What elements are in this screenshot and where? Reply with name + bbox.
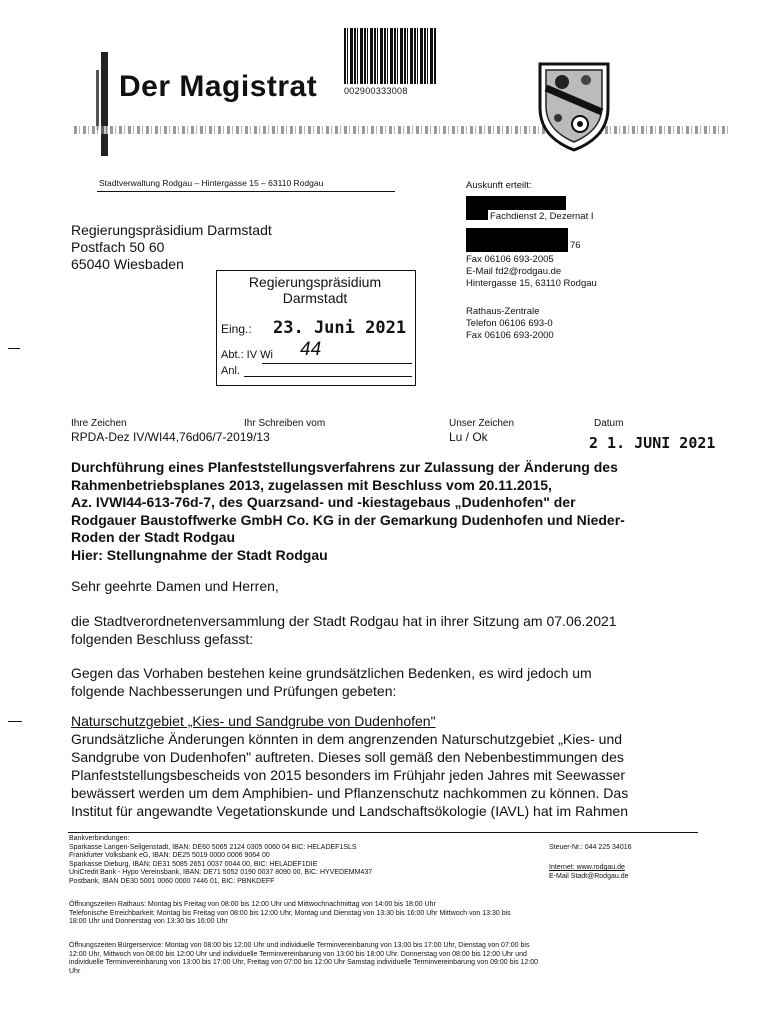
bank-line: UniCredit Bank - Hypo Vereinsbank, IBAN: DE71 5052 0190 0037 8090 00, BIC: HYVEDEMM437 <box>69 869 373 876</box>
city-crest-icon <box>536 60 612 152</box>
bank-line: Postbank, IBAN DE30 5001 0060 0000 7446 01, BIC: PBNKDEFF <box>69 877 275 885</box>
stamp-heading-1: Regierungspräsidium <box>248 274 382 290</box>
letterhead-title: Der Magistrat <box>119 70 318 103</box>
body-line: Institut für angewandte Vegetationskunde und Landschaftsökologie (IAVL) hat im Rahmen <box>71 803 628 819</box>
letterhead-rule <box>74 126 730 134</box>
bank-title: Bankverbindungen: <box>69 835 130 842</box>
buergerservice-hours <box>69 942 709 976</box>
ref-ihre-zeichen-label: Ihre Zeichen <box>71 418 127 429</box>
margin-mark <box>8 348 20 349</box>
stamp-anl-label: Anl. <box>221 365 240 377</box>
letterhead-bar-left <box>96 70 99 130</box>
body-line: Grundsätzliche Änderungen könnten in dem angrenzenden Naturschutzgebiet „Kies- und <box>71 731 623 747</box>
hours-rathaus: Öffnungszeiten Rathaus: Montag bis Freitag von 08:00 bis 12:00 Uhr und Mittwochnachmittag von 14:00 bis 18:00 Uhr <box>69 901 436 908</box>
hours-buerger: Uhr <box>69 967 81 975</box>
hours-phone: 18:00 Uhr und Donnerstag von 13:30 bis 16:00 Uhr <box>69 918 228 925</box>
central-label: Rathaus-Zentrale <box>466 306 540 317</box>
footer-email: E-Mail Stadt@Rodgau.de <box>549 873 629 880</box>
stamp-heading-2: Darmstadt <box>282 290 348 306</box>
hours-phone: Telefonische Erreichbarkeit: Montag bis Freitag von 08:00 bis 12:00 Uhr, Montag und Dienstag von 13:30 bis 16:00 Uhr Mittwoch von 13:30 bis <box>69 909 511 917</box>
stamp-abt-line <box>262 363 412 364</box>
bank-details <box>69 835 539 886</box>
sender-underline <box>97 191 395 192</box>
subject-line: Roden der Stadt Rodgau <box>71 529 236 545</box>
stamp-heading <box>218 274 412 306</box>
stamp-abt-label: Abt.: IV Wi <box>221 349 273 361</box>
subject-line: Rodgauer Baustoffwerke GmbH Co. KG in der Gemarkung Dudenhofen und Nieder- <box>71 511 625 528</box>
body-paragraph-2 <box>71 664 717 700</box>
stamp-eing-date: 23. Juni 2021 <box>273 318 407 338</box>
letterhead-bar <box>101 52 108 156</box>
contact-email: E-Mail fd2@rodgau.de <box>466 266 562 277</box>
ref-datum-value: 2 1. JUNI 2021 <box>589 434 716 452</box>
body-line: folgende Nachbesserungen und Prüfungen gebeten: <box>71 683 397 699</box>
ref-unser-zeichen-label: Unser Zeichen <box>449 418 515 429</box>
subject-line: Durchführung eines Planfeststellungsverfahrens zur Zulassung der Änderung des <box>71 459 618 475</box>
central-fax: Fax 06106 693-2000 <box>466 330 554 341</box>
hours-buerger: individuelle Terminvereinbarung von 13:00 bis 17:00 Uhr, Freitag von 07:00 bis 12:00 Uhr Samstag individuelle Terminvereinbarung von 09:00 bis 12:00 <box>69 959 539 966</box>
body-line: Sandgrube von Dudenhofen" auftreten. Dieses soll gemäß den Nebenbestimmungen des <box>71 749 624 765</box>
bank-line: Frankfurter Volksbank eG, IBAN: DE25 5019 0000 0006 9064 00 <box>69 852 270 859</box>
ref-ihre-zeichen-value: RPDA-Dez IV/WI44,76d06/7-2019/13 <box>71 430 270 444</box>
ref-ihr-schreiben-label: Ihr Schreiben vom <box>244 418 326 429</box>
recipient-line: Regierungspräsidium Darmstadt <box>71 222 272 238</box>
subject-line: Az. IVWI44-613-76d-7, des Quarzsand- und -kiestagebaus „Dudenhofen" der <box>71 494 576 510</box>
body-paragraph-3 <box>71 730 717 820</box>
hours-buerger: 12:00 Uhr, Mittwoch von 08:00 bis 12:00 Uhr und individuelle Terminvereinbarung von 13:00 bis 18:00 Uhr. Donnerstag von 08:00 bis 12:00 Uhr und <box>69 950 527 958</box>
body-paragraph-1 <box>71 612 717 648</box>
recipient-line: 65040 Wiesbaden <box>71 256 184 272</box>
opening-hours <box>69 901 709 927</box>
stamp-eing-label: Eing.: <box>221 322 252 336</box>
margin-mark <box>8 721 22 722</box>
body-line: Gegen das Vorhaben bestehen keine grundsätzlichen Bedenken, es wird jedoch um <box>71 665 592 681</box>
stamp-abt-value: 44 <box>300 339 322 360</box>
footer-rule <box>68 832 698 833</box>
bank-line: Sparkasse Dieburg, IBAN: DE31 5085 2651 0037 0044 00, BIC: HELADEF1DIE <box>69 860 318 868</box>
bank-line: Sparkasse Langen-Seligenstadt, IBAN: DE60 5065 2124 0305 0060 04 BIC: HELADEF1SLS <box>69 843 357 851</box>
section-title: Naturschutzgebiet „Kies- und Sandgrube von Dudenhofen" <box>71 713 436 729</box>
body-line: folgenden Beschluss gefasst: <box>71 631 254 647</box>
barcode <box>344 28 436 84</box>
redaction-3 <box>466 228 568 252</box>
barcode-number: 002900333008 <box>344 86 408 96</box>
stamp-anl-line <box>244 376 412 377</box>
internet-link[interactable]: Internet: www.rodgau.de <box>549 864 625 871</box>
greeting: Sehr geehrte Damen und Herren, <box>71 578 279 594</box>
redaction-2 <box>466 210 488 220</box>
contact-label: Auskunft erteilt: <box>466 180 532 191</box>
tax-number: Steuer-Nr.: 044 225 34016 <box>549 844 632 851</box>
body-line: Planfeststellungsbescheids von 2015 besonders im Frühjahr jeden Jahres mit Seewasser <box>71 767 626 783</box>
sender-line: Stadtverwaltung Rodgau – Hintergasse 15 – 63110 Rodgau <box>99 178 324 188</box>
redaction-1 <box>466 196 566 210</box>
contact-address: Hintergasse 15, 63110 Rodgau <box>466 278 597 289</box>
ref-unser-zeichen-value: Lu / Ok <box>449 430 488 444</box>
recipient-address <box>71 222 272 273</box>
ref-datum-label: Datum <box>594 418 624 429</box>
subject-line: Hier: Stellungnahme der Stadt Rodgau <box>71 546 328 563</box>
central-phone: Telefon 06106 693-0 <box>466 318 553 329</box>
body-line: die Stadtverordnetenversammlung der Stadt Rodgau hat in ihrer Sitzung am 07.06.2021 <box>71 613 617 629</box>
subject-line: Rahmenbetriebsplanes 2013, zugelassen mit Beschluss vom 20.11.2015, <box>71 476 552 493</box>
hours-buerger: Öffnungszeiten Bürgerservice: Montag von 08:00 bis 12:00 Uhr und individuelle Terminvereinbarung von 13:00 bis 17:00 Uhr, Dienstag von 07:00 bis <box>69 942 530 949</box>
subject <box>71 459 711 564</box>
recipient-line: Postfach 50 60 <box>71 239 165 255</box>
body-line: bewässert werden um dem Amphibien- und Pflanzenschutz nachkommen zu können. Das <box>71 785 629 801</box>
contact-phone-suffix: 76 <box>570 240 581 251</box>
contact-fax: Fax 06106 693-2005 <box>466 254 554 265</box>
contact-dept: Fachdienst 2, Dezernat I <box>490 211 594 222</box>
